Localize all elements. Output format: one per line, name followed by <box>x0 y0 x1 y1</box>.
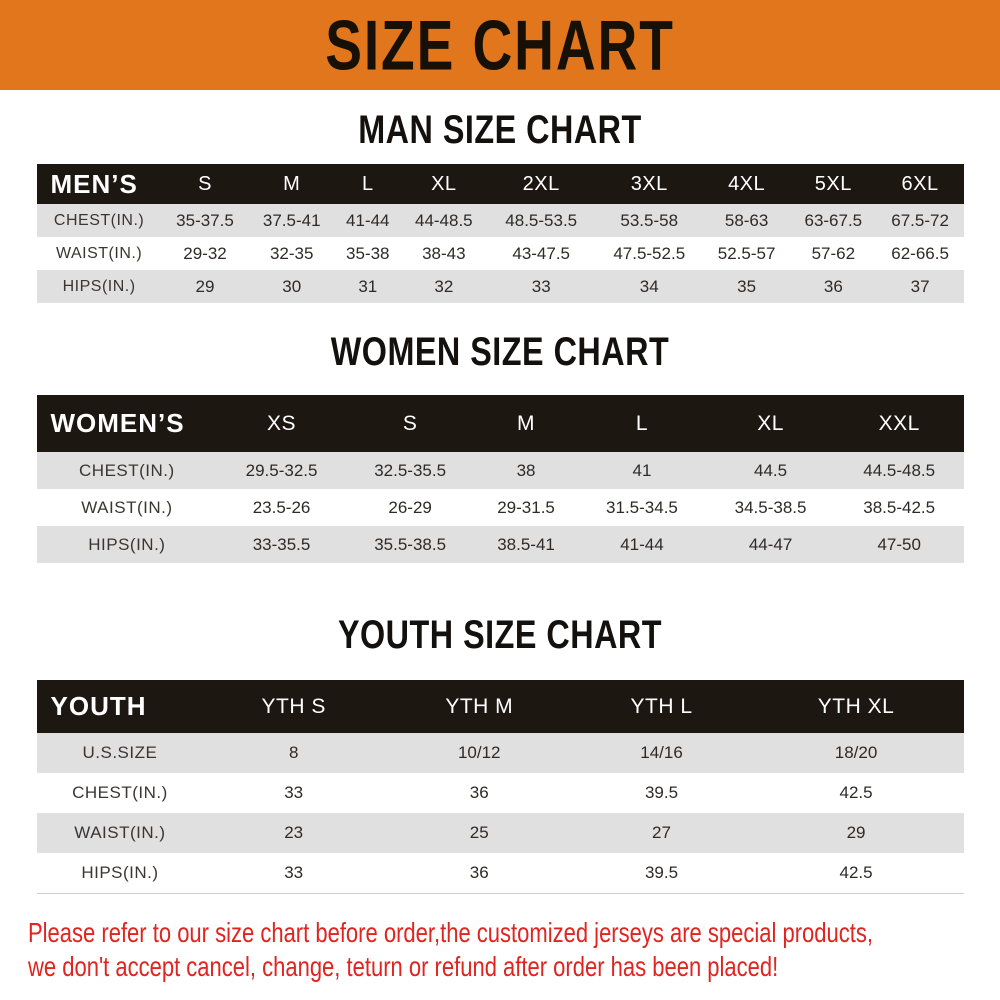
men-table-row <box>37 204 964 237</box>
youth-table-row <box>37 853 964 893</box>
men-size-col-xl: XL <box>400 164 487 204</box>
men-table-label: MEN’S <box>37 164 162 204</box>
women-cell: 35.5-38.5 <box>374 534 447 554</box>
men-cell: 38-43 <box>422 243 466 263</box>
men-cell: 58-63 <box>724 210 769 230</box>
men-cell: 41-44 <box>346 210 390 230</box>
women-size-table <box>37 395 964 563</box>
youth-size-col-yth-s: YTH S <box>203 680 384 733</box>
women-size-col-xs: XS <box>217 395 346 452</box>
youth-size-table <box>37 680 964 894</box>
men-table-row <box>37 270 964 303</box>
men-cell: 35 <box>737 276 757 296</box>
men-cell: 43-47.5 <box>512 243 571 263</box>
men-size-col-6xl: 6XL <box>877 164 964 204</box>
youth-table-label: YOUTH <box>37 680 204 733</box>
youth-size-col-yth-m: YTH M <box>384 680 574 733</box>
women-table-head <box>37 395 964 452</box>
men-size-col-5xl: 5XL <box>790 164 877 204</box>
men-cell: 62-66.5 <box>891 243 949 263</box>
youth-cell: 23 <box>284 823 304 842</box>
youth-row-label: CHEST(IN.) <box>72 783 168 802</box>
men-cell: 37.5-41 <box>262 210 321 230</box>
youth-cell: 18/20 <box>834 743 878 762</box>
youth-header-row <box>37 680 964 733</box>
men-cell: 47.5-52.5 <box>613 243 686 263</box>
notice-line-2: we don't accept cancel, change, teturn or refund after order has been placed! <box>28 951 779 982</box>
youth-cell: 8 <box>288 743 299 762</box>
men-cell: 57-62 <box>811 243 856 263</box>
men-cell: 37 <box>910 276 930 296</box>
women-cell: 44.5 <box>754 460 788 480</box>
men-cell: 52.5-57 <box>717 243 776 263</box>
women-table-body <box>37 452 964 563</box>
youth-size-col-yth-l: YTH L <box>574 680 748 733</box>
men-cell: 30 <box>282 276 302 296</box>
men-size-col-2xl: 2XL <box>487 164 595 204</box>
women-header-row <box>37 395 964 452</box>
youth-cell: 10/12 <box>457 743 501 762</box>
women-row-label: WAIST(IN.) <box>81 497 173 517</box>
women-table-row <box>37 452 964 489</box>
youth-size-section <box>0 612 1000 894</box>
men-cell: 32 <box>434 276 454 296</box>
men-cell: 44-48.5 <box>414 210 473 230</box>
youth-cell: 27 <box>652 823 671 842</box>
youth-cell: 42.5 <box>749 853 964 893</box>
youth-table-head <box>37 680 964 733</box>
youth-cell: 36 <box>384 853 574 893</box>
men-table-body <box>37 204 964 303</box>
youth-size-col-yth-xl: YTH XL <box>749 680 964 733</box>
youth-table-row <box>37 773 964 813</box>
women-table-row <box>37 526 964 563</box>
women-size-col-xxl: XXL <box>835 395 964 452</box>
men-row-label: CHEST(IN.) <box>53 211 145 229</box>
women-cell: 31.5-34.5 <box>606 497 678 517</box>
men-table-head <box>37 164 964 204</box>
men-size-col-3xl: 3XL <box>595 164 703 204</box>
youth-cell: 14/16 <box>640 743 683 762</box>
men-size-col-l: L <box>335 164 400 204</box>
men-size-table <box>37 164 964 303</box>
men-cell: 63-67.5 <box>804 210 863 230</box>
youth-row-label: WAIST(IN.) <box>74 823 166 842</box>
youth-row-label: U.S.SIZE <box>82 743 158 762</box>
women-cell: 38.5-42.5 <box>863 497 936 517</box>
men-cell: 53.5-58 <box>620 210 679 230</box>
men-header-row <box>37 164 964 204</box>
women-cell: 38 <box>516 460 536 480</box>
youth-cell: 42.5 <box>839 783 873 802</box>
men-cell: 29 <box>195 276 215 296</box>
women-cell: 41-44 <box>620 534 664 554</box>
women-chart-heading: WOMEN SIZE CHART <box>330 329 670 374</box>
notice-line-1: Please refer to our size chart before order,the customized jerseys are special products, <box>28 917 873 948</box>
men-table-row <box>37 237 964 270</box>
youth-chart-heading: YOUTH SIZE CHART <box>337 612 663 657</box>
youth-table-body <box>37 733 964 893</box>
men-cell: 31 <box>358 276 378 296</box>
size-chart-sections <box>0 107 1000 894</box>
men-row-label: WAIST(IN.) <box>55 244 143 262</box>
men-size-section <box>0 107 1000 303</box>
page-title: SIZE CHART <box>325 5 675 85</box>
women-row-label: HIPS(IN.) <box>88 534 166 554</box>
women-row-label: CHEST(IN.) <box>79 460 175 480</box>
youth-cell: 25 <box>469 823 489 842</box>
youth-cell: 33 <box>203 853 384 893</box>
youth-cell: 33 <box>284 783 304 802</box>
order-notice <box>0 916 1000 984</box>
men-cell: 35-37.5 <box>176 210 234 230</box>
women-size-col-s: S <box>346 395 475 452</box>
women-cell: 23.5-26 <box>252 497 311 517</box>
women-cell: 26-29 <box>388 497 432 517</box>
men-cell: 34 <box>639 276 659 296</box>
men-cell: 36 <box>823 276 843 296</box>
men-row-label: HIPS(IN.) <box>62 277 136 295</box>
women-table-row <box>37 489 964 526</box>
women-cell: 44.5-48.5 <box>863 460 936 480</box>
banner <box>0 0 1000 90</box>
youth-cell: 29 <box>846 823 866 842</box>
women-size-col-xl: XL <box>706 395 835 452</box>
men-size-col-m: M <box>248 164 335 204</box>
women-cell: 34.5-38.5 <box>734 497 807 517</box>
youth-table-row <box>37 733 964 773</box>
youth-cell: 39.5 <box>574 853 748 893</box>
women-cell: 41 <box>632 460 652 480</box>
youth-cell: 39.5 <box>644 783 679 802</box>
women-table-label: WOMEN’S <box>37 395 218 452</box>
women-cell: 32.5-35.5 <box>374 460 447 480</box>
men-size-col-s: S <box>162 164 249 204</box>
men-cell: 33 <box>531 276 551 296</box>
youth-table-row <box>37 813 964 853</box>
women-cell: 33-35.5 <box>252 534 311 554</box>
men-size-col-4xl: 4XL <box>703 164 790 204</box>
women-cell: 44-47 <box>748 534 793 554</box>
men-cell: 32-35 <box>269 243 314 263</box>
women-size-col-m: M <box>474 395 577 452</box>
youth-cell: 36 <box>469 783 489 802</box>
women-cell: 47-50 <box>877 534 921 554</box>
women-cell: 29.5-32.5 <box>245 460 318 480</box>
men-cell: 48.5-53.5 <box>505 210 578 230</box>
men-cell: 29-32 <box>183 243 227 263</box>
men-cell: 35-38 <box>346 243 390 263</box>
women-size-col-l: L <box>578 395 707 452</box>
youth-row-label: HIPS(IN.) <box>37 853 204 893</box>
women-size-section <box>0 329 1000 563</box>
men-cell: 67.5-72 <box>891 210 949 230</box>
women-cell: 29-31.5 <box>497 497 555 517</box>
women-cell: 38.5-41 <box>497 534 555 554</box>
men-chart-heading: MAN SIZE CHART <box>358 107 642 152</box>
